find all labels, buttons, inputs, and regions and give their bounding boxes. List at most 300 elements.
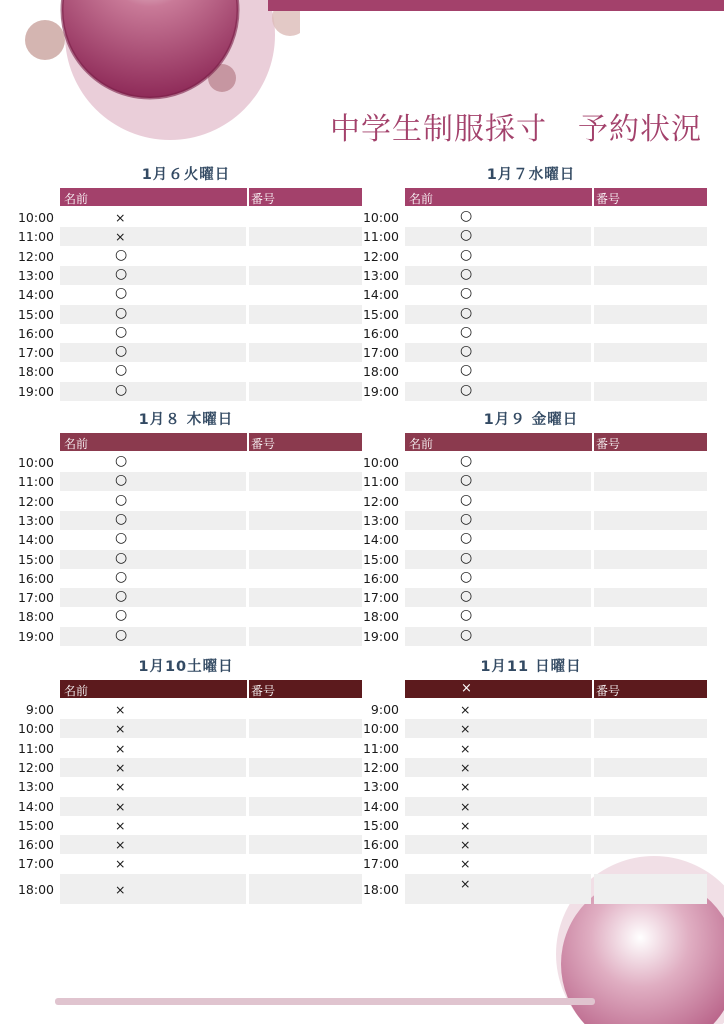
slot-row <box>355 227 707 246</box>
slot-time: 17:00 <box>362 856 399 872</box>
unavailable-mark: × <box>115 702 126 717</box>
slot-time: 15:00 <box>17 551 54 567</box>
available-mark: ○ <box>460 381 473 398</box>
day-title: 1月７水曜日 <box>486 167 576 183</box>
slot-row <box>10 607 362 626</box>
name-cell[interactable] <box>405 492 591 511</box>
header-name-label: 名前 <box>64 437 89 451</box>
slot-row <box>355 247 707 266</box>
number-cell[interactable] <box>594 854 707 873</box>
name-cell[interactable] <box>405 324 591 343</box>
available-mark: ○ <box>115 472 128 489</box>
header-number-label: 番号 <box>596 437 621 451</box>
slot-row <box>355 208 707 227</box>
slot-row <box>10 305 362 324</box>
available-mark: ○ <box>460 208 473 224</box>
slot-row <box>355 343 707 362</box>
slot-row <box>355 835 707 854</box>
available-mark: ○ <box>460 491 473 508</box>
name-cell[interactable] <box>60 530 246 549</box>
unavailable-mark: × <box>115 740 126 756</box>
day-block <box>355 655 707 905</box>
header-divider <box>592 433 594 451</box>
name-cell[interactable] <box>60 343 246 362</box>
name-cell[interactable] <box>405 569 591 588</box>
slot-row <box>10 719 362 738</box>
slot-time: 19:00 <box>362 628 399 644</box>
slot-time: 14:00 <box>362 798 399 814</box>
slot-row <box>10 700 362 719</box>
slot-time: 17:00 <box>362 590 399 606</box>
slot-row <box>10 492 362 511</box>
slot-time: 13:00 <box>362 779 399 795</box>
unavailable-mark: × <box>115 817 126 833</box>
number-cell[interactable] <box>594 874 707 904</box>
name-cell[interactable] <box>405 700 591 719</box>
unavailable-mark: × <box>115 210 126 225</box>
number-cell[interactable] <box>249 305 362 324</box>
header-divider <box>247 680 249 698</box>
slot-row <box>355 816 707 835</box>
number-cell[interactable] <box>594 797 707 816</box>
name-cell[interactable] <box>405 588 591 607</box>
slot-row <box>355 305 707 324</box>
available-mark: ○ <box>460 510 473 527</box>
available-mark: ○ <box>460 265 473 282</box>
slot-row <box>355 511 707 530</box>
day-title: 1月11 日曜日 <box>480 659 582 675</box>
available-mark: ○ <box>115 285 128 302</box>
available-mark: ○ <box>115 607 128 624</box>
unavailable-mark: × <box>115 779 126 795</box>
slot-row <box>10 550 362 569</box>
header-divider <box>592 680 594 698</box>
slot-time: 15:00 <box>17 306 54 322</box>
name-cell[interactable] <box>60 588 246 607</box>
name-cell[interactable] <box>60 550 246 569</box>
name-cell[interactable] <box>60 208 246 227</box>
name-cell[interactable] <box>405 382 591 401</box>
name-cell[interactable] <box>60 382 246 401</box>
slot-time: 19:00 <box>17 383 54 399</box>
unavailable-mark: × <box>115 229 126 245</box>
number-cell[interactable] <box>594 588 707 607</box>
name-cell[interactable] <box>405 854 591 873</box>
number-cell[interactable] <box>249 569 362 588</box>
number-cell[interactable] <box>594 382 707 401</box>
top-accent-bar <box>268 0 724 11</box>
slot-time: 10:00 <box>17 721 54 737</box>
slot-row <box>10 285 362 304</box>
slot-time: 15:00 <box>362 817 399 833</box>
name-cell[interactable] <box>405 511 591 530</box>
slot-row <box>10 874 362 904</box>
number-cell[interactable] <box>594 816 707 835</box>
number-cell[interactable] <box>249 588 362 607</box>
name-cell[interactable] <box>405 739 591 758</box>
slot-time: 13:00 <box>17 267 54 283</box>
slot-time: 12:00 <box>362 493 399 509</box>
table-header <box>405 188 707 206</box>
name-cell[interactable] <box>60 569 246 588</box>
header-divider <box>247 188 249 206</box>
slot-time: 10:00 <box>17 210 54 225</box>
name-cell[interactable] <box>60 816 246 835</box>
day-block <box>355 408 707 648</box>
name-cell[interactable] <box>405 453 591 472</box>
number-cell[interactable] <box>594 627 707 646</box>
slot-row <box>355 797 707 816</box>
slot-row <box>10 588 362 607</box>
page-title: 中学生制服採寸 予約状況 <box>330 112 702 147</box>
header-number-label: 番号 <box>251 684 276 698</box>
available-mark: ○ <box>460 472 473 489</box>
available-mark: ○ <box>460 588 473 605</box>
name-cell[interactable] <box>60 285 246 304</box>
slot-time: 15:00 <box>362 306 399 322</box>
number-cell[interactable] <box>594 472 707 491</box>
unavailable-mark: × <box>460 702 471 717</box>
available-mark: ○ <box>460 304 473 321</box>
slot-row <box>10 382 362 401</box>
slot-row <box>10 324 362 343</box>
name-cell[interactable] <box>405 305 591 324</box>
available-mark: ○ <box>460 453 473 469</box>
slot-row <box>10 854 362 873</box>
number-cell[interactable] <box>594 453 707 472</box>
number-cell[interactable] <box>249 874 362 904</box>
day-title: 1月８ 木曜日 <box>138 412 234 428</box>
available-mark: ○ <box>115 265 128 282</box>
slot-time: 16:00 <box>17 570 54 586</box>
slot-row <box>10 777 362 796</box>
name-cell[interactable] <box>405 835 591 854</box>
header-number-label: 番号 <box>596 684 621 698</box>
slot-time: 11:00 <box>17 474 54 490</box>
available-mark: ○ <box>460 362 473 379</box>
slot-time: 11:00 <box>362 474 399 490</box>
number-cell[interactable] <box>594 227 707 246</box>
name-cell[interactable] <box>405 758 591 777</box>
table-header <box>405 680 707 698</box>
number-cell[interactable] <box>594 247 707 266</box>
header-divider <box>247 433 249 451</box>
name-cell[interactable] <box>405 530 591 549</box>
number-cell[interactable] <box>249 324 362 343</box>
number-cell[interactable] <box>594 700 707 719</box>
number-cell[interactable] <box>249 453 362 472</box>
number-cell[interactable] <box>594 777 707 796</box>
slot-row <box>355 453 707 472</box>
slot-time: 12:00 <box>17 759 54 775</box>
slot-time: 16:00 <box>17 325 54 341</box>
name-cell[interactable] <box>60 305 246 324</box>
slot-row <box>355 758 707 777</box>
name-cell[interactable] <box>405 816 591 835</box>
name-cell[interactable] <box>405 874 591 904</box>
name-cell[interactable] <box>60 719 246 738</box>
available-mark: ○ <box>460 530 473 547</box>
number-cell[interactable] <box>249 247 362 266</box>
header-divider <box>592 188 594 206</box>
number-cell[interactable] <box>249 700 362 719</box>
header-name-label: 名前 <box>409 437 434 451</box>
number-cell[interactable] <box>249 550 362 569</box>
slot-time: 13:00 <box>362 512 399 528</box>
slot-time: 18:00 <box>362 364 399 380</box>
slot-row <box>355 777 707 796</box>
slot-time: 12:00 <box>362 759 399 775</box>
available-mark: ○ <box>460 227 473 244</box>
slot-time: 14:00 <box>17 287 54 303</box>
number-cell[interactable] <box>594 343 707 362</box>
name-cell[interactable] <box>60 627 246 646</box>
number-cell[interactable] <box>249 382 362 401</box>
slot-time: 9:00 <box>25 702 54 717</box>
slot-time: 17:00 <box>17 345 54 361</box>
header-name-label: 名前 <box>64 684 89 698</box>
unavailable-mark: × <box>460 817 471 833</box>
name-cell[interactable] <box>405 227 591 246</box>
slot-row <box>10 758 362 777</box>
name-cell[interactable] <box>60 700 246 719</box>
number-cell[interactable] <box>594 266 707 285</box>
slot-time: 17:00 <box>17 590 54 606</box>
number-cell[interactable] <box>249 739 362 758</box>
day-block <box>10 408 362 648</box>
number-cell[interactable] <box>594 835 707 854</box>
number-cell[interactable] <box>249 511 362 530</box>
name-cell[interactable] <box>60 874 246 904</box>
unavailable-mark: × <box>460 740 471 756</box>
available-mark: ○ <box>115 510 128 527</box>
unavailable-mark: × <box>460 779 471 795</box>
slot-row <box>355 492 707 511</box>
number-cell[interactable] <box>594 362 707 381</box>
available-mark: ○ <box>115 453 128 469</box>
slot-time: 14:00 <box>362 532 399 548</box>
name-cell[interactable] <box>60 607 246 626</box>
slot-row <box>355 719 707 738</box>
day-block <box>355 163 707 403</box>
slot-time: 17:00 <box>362 345 399 361</box>
slot-row <box>355 285 707 304</box>
slot-time: 14:00 <box>17 532 54 548</box>
slot-time: 18:00 <box>17 364 54 380</box>
available-mark: ○ <box>460 285 473 302</box>
slot-time: 18:00 <box>362 609 399 625</box>
name-cell[interactable] <box>60 739 246 758</box>
header-number-label: 番号 <box>251 192 276 206</box>
name-cell[interactable] <box>405 362 591 381</box>
slot-row <box>10 453 362 472</box>
slot-time: 16:00 <box>362 570 399 586</box>
slot-time: 11:00 <box>362 229 399 245</box>
slot-row <box>10 797 362 816</box>
number-cell[interactable] <box>594 305 707 324</box>
number-cell[interactable] <box>249 266 362 285</box>
slot-time: 15:00 <box>362 551 399 567</box>
slot-row <box>355 588 707 607</box>
slot-row <box>10 511 362 530</box>
number-cell[interactable] <box>249 797 362 816</box>
available-mark: ○ <box>115 626 128 643</box>
number-cell[interactable] <box>594 719 707 738</box>
name-cell[interactable] <box>60 324 246 343</box>
available-mark: ○ <box>460 323 473 340</box>
header-number-label: 番号 <box>251 437 276 451</box>
available-mark: ○ <box>115 568 128 585</box>
slot-time: 9:00 <box>370 702 399 717</box>
slot-row <box>355 472 707 491</box>
available-mark: ○ <box>460 343 473 360</box>
name-cell[interactable] <box>60 227 246 246</box>
available-mark: ○ <box>115 362 128 379</box>
slot-time: 13:00 <box>362 267 399 283</box>
slot-time: 18:00 <box>362 881 399 897</box>
available-mark: ○ <box>115 530 128 547</box>
header-mark: × <box>461 681 472 696</box>
number-cell[interactable] <box>249 530 362 549</box>
name-cell[interactable] <box>405 719 591 738</box>
header-name-label: 名前 <box>409 192 434 206</box>
number-cell[interactable] <box>594 492 707 511</box>
number-cell[interactable] <box>594 324 707 343</box>
day-block <box>10 163 362 403</box>
table-header <box>60 433 362 451</box>
day-title: 1月６火曜日 <box>141 167 231 183</box>
day-title: 1月９ 金曜日 <box>483 412 579 428</box>
slot-row <box>10 247 362 266</box>
name-cell[interactable] <box>405 607 591 626</box>
unavailable-mark: × <box>115 721 126 737</box>
number-cell[interactable] <box>249 492 362 511</box>
bottom-accent-bar <box>55 998 595 1005</box>
name-cell[interactable] <box>60 758 246 777</box>
name-cell[interactable] <box>60 511 246 530</box>
number-cell[interactable] <box>249 208 362 227</box>
number-cell[interactable] <box>249 472 362 491</box>
slot-row <box>355 739 707 758</box>
unavailable-mark: × <box>115 759 126 775</box>
number-cell[interactable] <box>594 530 707 549</box>
name-cell[interactable] <box>405 285 591 304</box>
name-cell[interactable] <box>60 266 246 285</box>
unavailable-mark: × <box>460 798 471 814</box>
slot-time: 10:00 <box>362 455 399 470</box>
unavailable-mark: × <box>115 798 126 814</box>
unavailable-mark: × <box>115 837 126 853</box>
number-cell[interactable] <box>249 719 362 738</box>
slot-time: 17:00 <box>17 856 54 872</box>
number-cell[interactable] <box>249 227 362 246</box>
slot-row <box>10 569 362 588</box>
slot-time: 19:00 <box>362 383 399 399</box>
slot-row <box>355 530 707 549</box>
number-cell[interactable] <box>594 739 707 758</box>
number-cell[interactable] <box>249 343 362 362</box>
name-cell[interactable] <box>405 797 591 816</box>
name-cell[interactable] <box>60 797 246 816</box>
slot-time: 18:00 <box>17 609 54 625</box>
name-cell[interactable] <box>60 777 246 796</box>
slot-time: 12:00 <box>362 248 399 264</box>
table-header <box>60 680 362 698</box>
number-cell[interactable] <box>594 511 707 530</box>
day-title: 1月10土曜日 <box>138 659 234 675</box>
number-cell[interactable] <box>249 758 362 777</box>
number-cell[interactable] <box>594 569 707 588</box>
slot-time: 16:00 <box>362 837 399 853</box>
header-number-label: 番号 <box>596 192 621 206</box>
name-cell[interactable] <box>60 854 246 873</box>
slot-time: 14:00 <box>17 798 54 814</box>
slot-time: 16:00 <box>362 325 399 341</box>
number-cell[interactable] <box>249 835 362 854</box>
available-mark: ○ <box>115 381 128 398</box>
name-cell[interactable] <box>60 835 246 854</box>
name-cell[interactable] <box>60 362 246 381</box>
number-cell[interactable] <box>249 627 362 646</box>
name-cell[interactable] <box>60 472 246 491</box>
available-mark: ○ <box>115 304 128 321</box>
name-cell[interactable] <box>60 492 246 511</box>
name-cell[interactable] <box>60 247 246 266</box>
slot-time: 11:00 <box>362 740 399 756</box>
slot-row <box>10 472 362 491</box>
slot-time: 10:00 <box>362 210 399 225</box>
number-cell[interactable] <box>594 208 707 227</box>
number-cell[interactable] <box>594 607 707 626</box>
number-cell[interactable] <box>249 362 362 381</box>
available-mark: ○ <box>115 491 128 508</box>
available-mark: ○ <box>460 568 473 585</box>
unavailable-mark: × <box>460 856 471 872</box>
name-cell[interactable] <box>405 208 591 227</box>
slot-row <box>355 382 707 401</box>
slot-time: 14:00 <box>362 287 399 303</box>
name-cell[interactable] <box>60 453 246 472</box>
slot-time: 13:00 <box>17 512 54 528</box>
number-cell[interactable] <box>594 285 707 304</box>
name-cell[interactable] <box>405 550 591 569</box>
available-mark: ○ <box>460 246 473 263</box>
slot-row <box>10 816 362 835</box>
name-cell[interactable] <box>405 777 591 796</box>
slot-row <box>355 266 707 285</box>
number-cell[interactable] <box>249 607 362 626</box>
number-cell[interactable] <box>249 777 362 796</box>
name-cell[interactable] <box>405 266 591 285</box>
name-cell[interactable] <box>405 472 591 491</box>
slot-row <box>355 854 707 873</box>
number-cell[interactable] <box>249 854 362 873</box>
number-cell[interactable] <box>594 758 707 777</box>
name-cell[interactable] <box>405 627 591 646</box>
available-mark: ○ <box>115 246 128 263</box>
slot-row <box>10 627 362 646</box>
unavailable-mark: × <box>460 759 471 775</box>
unavailable-mark: × <box>460 721 471 737</box>
name-cell[interactable] <box>405 247 591 266</box>
available-mark: ○ <box>115 549 128 566</box>
number-cell[interactable] <box>594 550 707 569</box>
slot-row <box>355 607 707 626</box>
slot-row <box>10 266 362 285</box>
number-cell[interactable] <box>249 816 362 835</box>
number-cell[interactable] <box>249 285 362 304</box>
name-cell[interactable] <box>405 343 591 362</box>
